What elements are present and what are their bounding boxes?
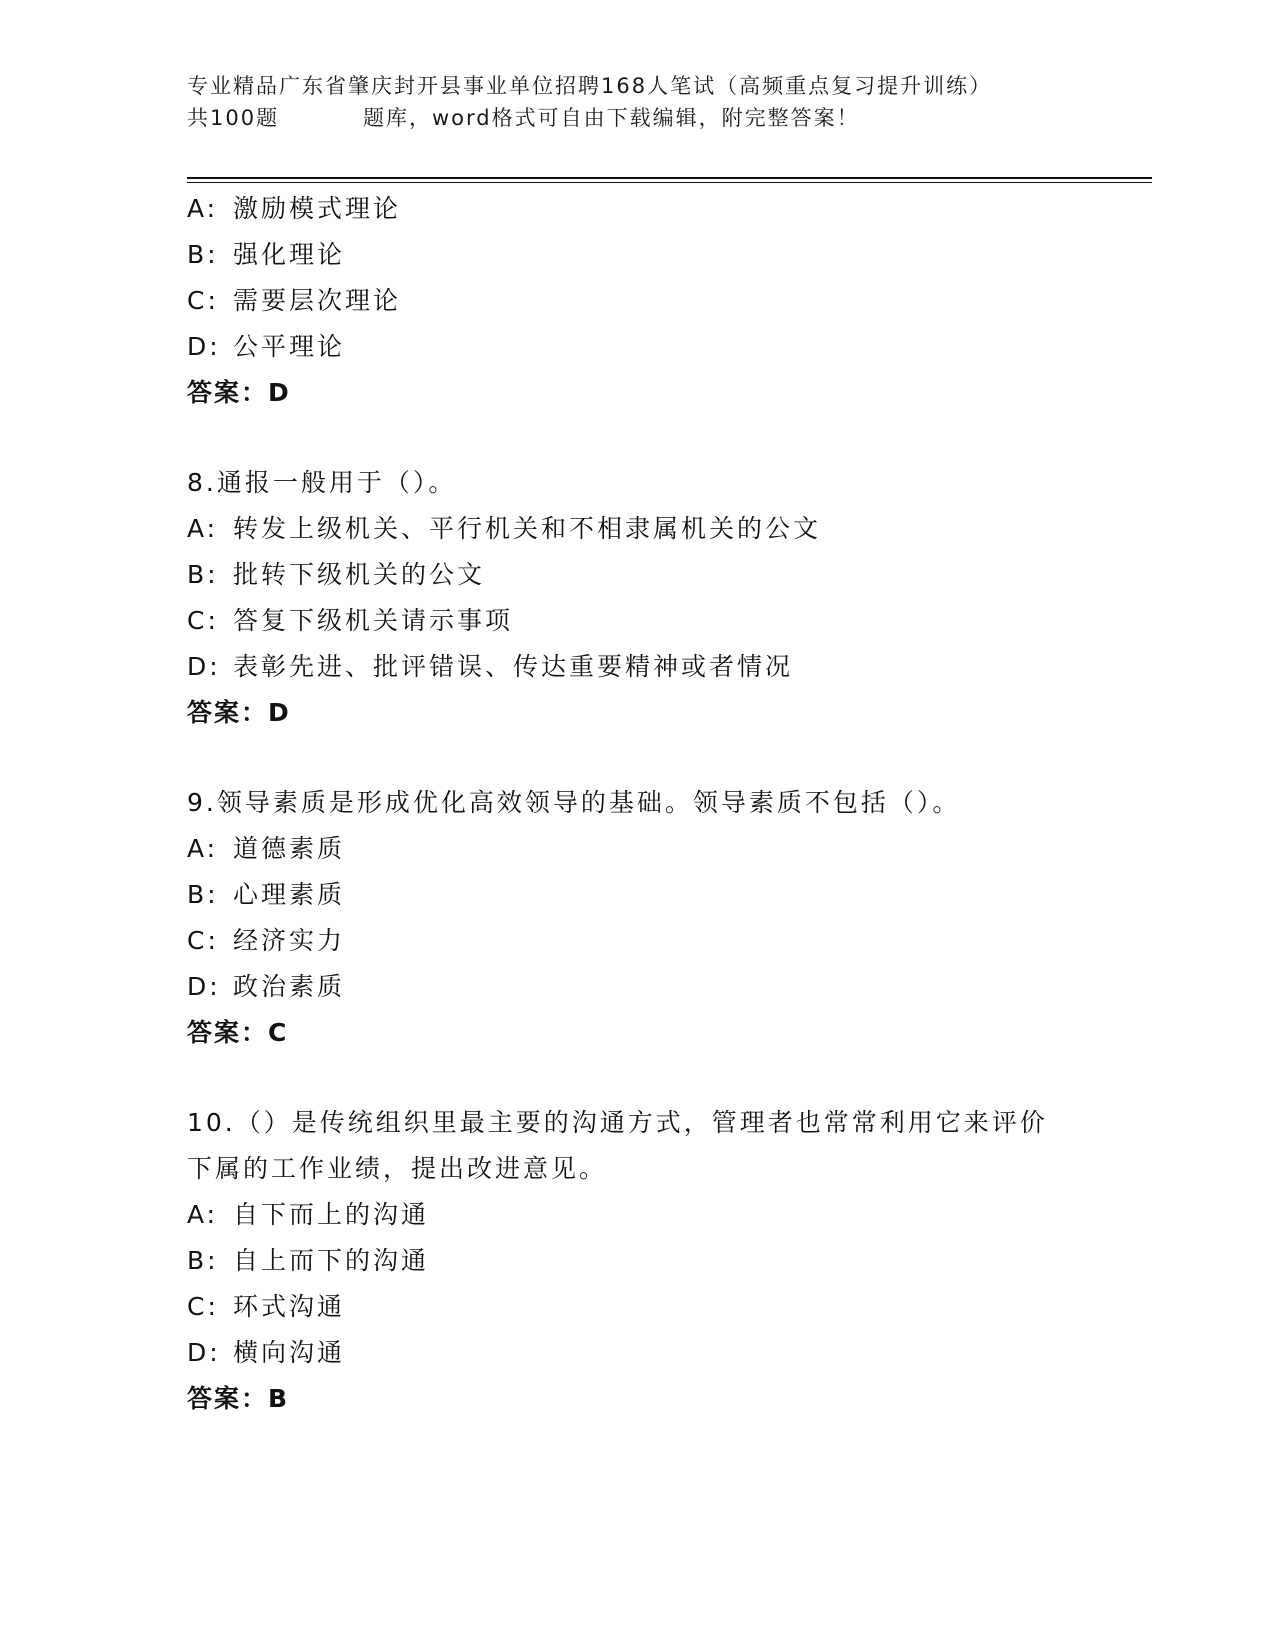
option-text: 转发上级机关、平行机关和不相隶属机关的公文: [233, 514, 822, 543]
option-letter: C:: [187, 1292, 219, 1321]
option-letter: A:: [187, 194, 219, 223]
answer: 答案：C: [187, 1018, 289, 1047]
option-b: [187, 1238, 1087, 1284]
header-title: 专业精品广东省肇庆封开县事业单位招聘168人笔试（高频重点复习提升训练）: [187, 74, 993, 98]
option-letter: A:: [187, 834, 219, 863]
option-d: [187, 1330, 1087, 1376]
option-letter: B:: [187, 1246, 219, 1275]
header-subtitle: [187, 102, 1147, 134]
question-9: [187, 780, 1087, 1056]
answer: 答案：D: [187, 378, 291, 407]
option-letter: D:: [187, 332, 221, 361]
question-stem-line1: 10.（）是传统组织里最主要的沟通方式，管理者也常常利用它来评价: [187, 1108, 1048, 1137]
option-c: [187, 278, 1087, 324]
question-count: 共100题: [187, 106, 280, 130]
option-text: 强化理论: [233, 240, 346, 269]
option-text: 答复下级机关请示事项: [233, 606, 514, 635]
option-text: 经济实力: [233, 926, 346, 955]
option-text: 需要层次理论: [233, 286, 402, 315]
option-b: [187, 232, 1087, 278]
option-d: [187, 644, 1087, 690]
question-list: [187, 186, 1087, 1422]
option-text: 激励模式理论: [233, 194, 402, 223]
option-b: [187, 552, 1087, 598]
option-a: [187, 826, 1087, 872]
option-d: [187, 324, 1087, 370]
option-text: 自上而下的沟通: [233, 1246, 430, 1275]
option-letter: B:: [187, 880, 219, 909]
option-text: 横向沟通: [233, 1338, 346, 1367]
option-a: [187, 1192, 1087, 1238]
option-letter: D:: [187, 972, 221, 1001]
option-text: 自下而上的沟通: [233, 1200, 430, 1229]
option-c: [187, 918, 1087, 964]
question-8: [187, 460, 1087, 736]
option-text: 环式沟通: [233, 1292, 346, 1321]
question-10: [187, 1100, 1087, 1422]
option-text: 心理素质: [233, 880, 346, 909]
option-letter: D:: [187, 652, 221, 681]
option-letter: C:: [187, 286, 219, 315]
document-header: [187, 70, 1147, 134]
question-stem: 8.通报一般用于（）。: [187, 468, 457, 497]
option-a: [187, 506, 1087, 552]
header-divider: [187, 177, 1152, 179]
option-d: [187, 964, 1087, 1010]
option-c: [187, 598, 1087, 644]
option-a: [187, 186, 1087, 232]
option-b: [187, 872, 1087, 918]
question-7: [187, 186, 1087, 416]
option-letter: C:: [187, 606, 219, 635]
option-text: 表彰先进、批评错误、传达重要精神或者情况: [233, 652, 794, 681]
question-stem: 9.领导素质是形成优化高效领导的基础。领导素质不包括（）。: [187, 788, 961, 817]
option-text: 公平理论: [233, 332, 346, 361]
spacer: [187, 416, 1087, 460]
option-letter: D:: [187, 1338, 221, 1367]
option-letter: A:: [187, 514, 219, 543]
spacer: [187, 736, 1087, 780]
option-letter: A:: [187, 1200, 219, 1229]
answer: 答案：D: [187, 698, 291, 727]
option-text: 道德素质: [233, 834, 346, 863]
option-letter: B:: [187, 240, 219, 269]
header-divider-thin: [187, 182, 1152, 183]
option-text: 政治素质: [233, 972, 346, 1001]
spacer: [187, 1056, 1087, 1100]
question-stem-line2: 下属的工作业绩，提出改进意见。: [187, 1154, 608, 1183]
option-letter: C:: [187, 926, 219, 955]
option-letter: B:: [187, 560, 219, 589]
header-note: 题库，word格式可自由下载编辑，附完整答案！: [363, 106, 860, 130]
option-c: [187, 1284, 1087, 1330]
answer: 答案：B: [187, 1384, 290, 1413]
option-text: 批转下级机关的公文: [233, 560, 486, 589]
